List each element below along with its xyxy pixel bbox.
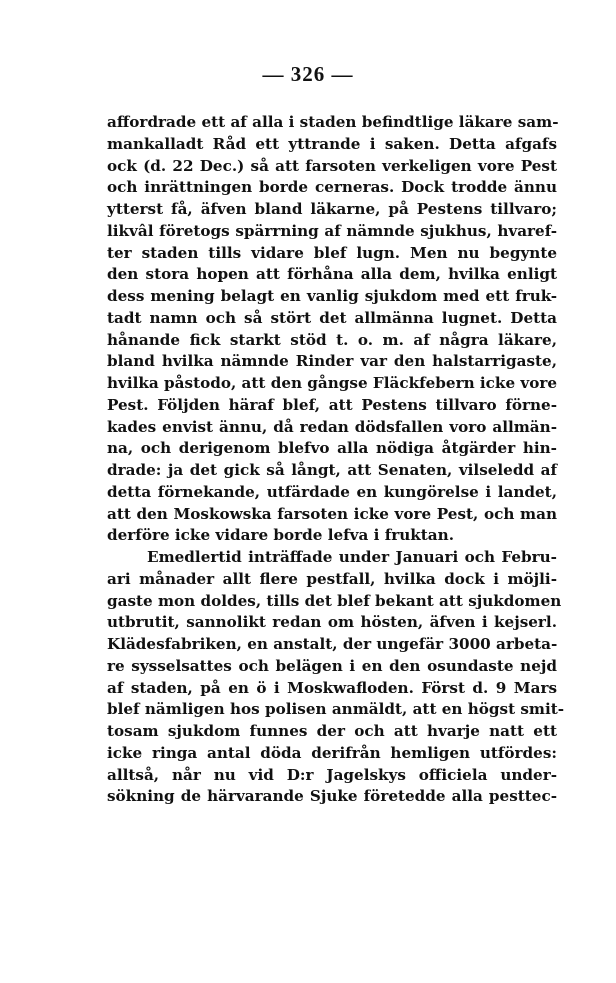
page-number: — 326 — [262, 62, 354, 86]
text-line: tadt namn och så stört det allmänna lugnet. Detta [107, 308, 557, 327]
text-line: alltså, når nu vid D:r Jagelskys officiela under- [107, 765, 557, 784]
text-line: icke ringa antal döda derifrån hemligen utfördes: [107, 743, 557, 762]
text-line: affordrade ett af alla i staden befindtlige läkare sam- [107, 113, 559, 131]
text-line: hvilka påstodo, att den gångse Fläckfebern icke vore [107, 374, 558, 392]
text-line: na, och derigenom blefvo alla nödiga åtgärder hin- [107, 439, 557, 458]
text-line: kades envist ännu, då redan dödsfallen voro allmän- [107, 417, 557, 436]
body-text [107, 112, 565, 808]
text-line: att den Moskowska farsoten icke vore Pest, och man [107, 504, 557, 523]
text-line: re sysselsattes och belägen i en den osundaste nejd [107, 656, 557, 675]
text-line: bland hvilka nämnde Rinder var den halstarrigaste, [107, 352, 557, 371]
text-line: Pest. Följden häraf blef, att Pestens tillvaro förne- [107, 395, 557, 414]
text-line: tosam sjukdom funnes der och att hvarje natt ett [107, 722, 557, 740]
text-line: Klädesfabriken, en anstalt, der ungefär 3000 arbeta- [107, 635, 558, 653]
text-line: den stora hopen att förhåna alla dem, hvilka enligt [107, 265, 557, 284]
text-line: dess mening belagt en vanlig sjukdom med ett fruk- [107, 287, 557, 305]
text-line: detta förnekande, utfärdade en kungörelse i landet, [107, 482, 557, 501]
text-line: derföre icke vidare borde lefva i fruktan. [107, 526, 454, 545]
text-line: och inrättningen borde cerneras. Dock trodde ännu [107, 178, 557, 197]
text-line: sökning de härvarande Sjuke företedde alla pesttec- [107, 787, 557, 806]
text-line: af staden, på en ö i Moskwafloden. Först d. 9 Mars [107, 678, 557, 697]
text-line: ock (d. 22 Dec.) så att farsoten verkeligen vore Pest [107, 156, 557, 175]
text-line: mankalladt Råd ett yttrande i saken. Detta afgafs [107, 134, 557, 153]
text-line: utbrutit, sannolikt redan om hösten, äfven i kejserl. [107, 613, 557, 632]
text-line: Emedlertid inträffade under Januari och Febru- [147, 548, 557, 566]
text-line: hånande fick starkt stöd t. o. m. af några läkare, [107, 330, 557, 349]
text-line: ter staden tills vidare blef lugn. Men nu begynte [107, 243, 557, 262]
text-line: drade: ja det gick så långt, att Senaten, vilseledd af [107, 461, 557, 479]
text-line: gaste mon doldes, tills det blef bekant att sjukdomen [107, 591, 562, 610]
text-line: ytterst få, äfven bland läkarne, på Pestens tillvaro; [107, 200, 557, 218]
text-line: likvâl företogs spärrning af nämnde sjukhus, hvaref- [107, 221, 557, 240]
text-line: ari månader allt flere pestfall, hvilka dock i möjli- [107, 569, 557, 588]
text-line: blef nämligen hos polisen anmäldt, att en högst smit- [107, 700, 565, 719]
